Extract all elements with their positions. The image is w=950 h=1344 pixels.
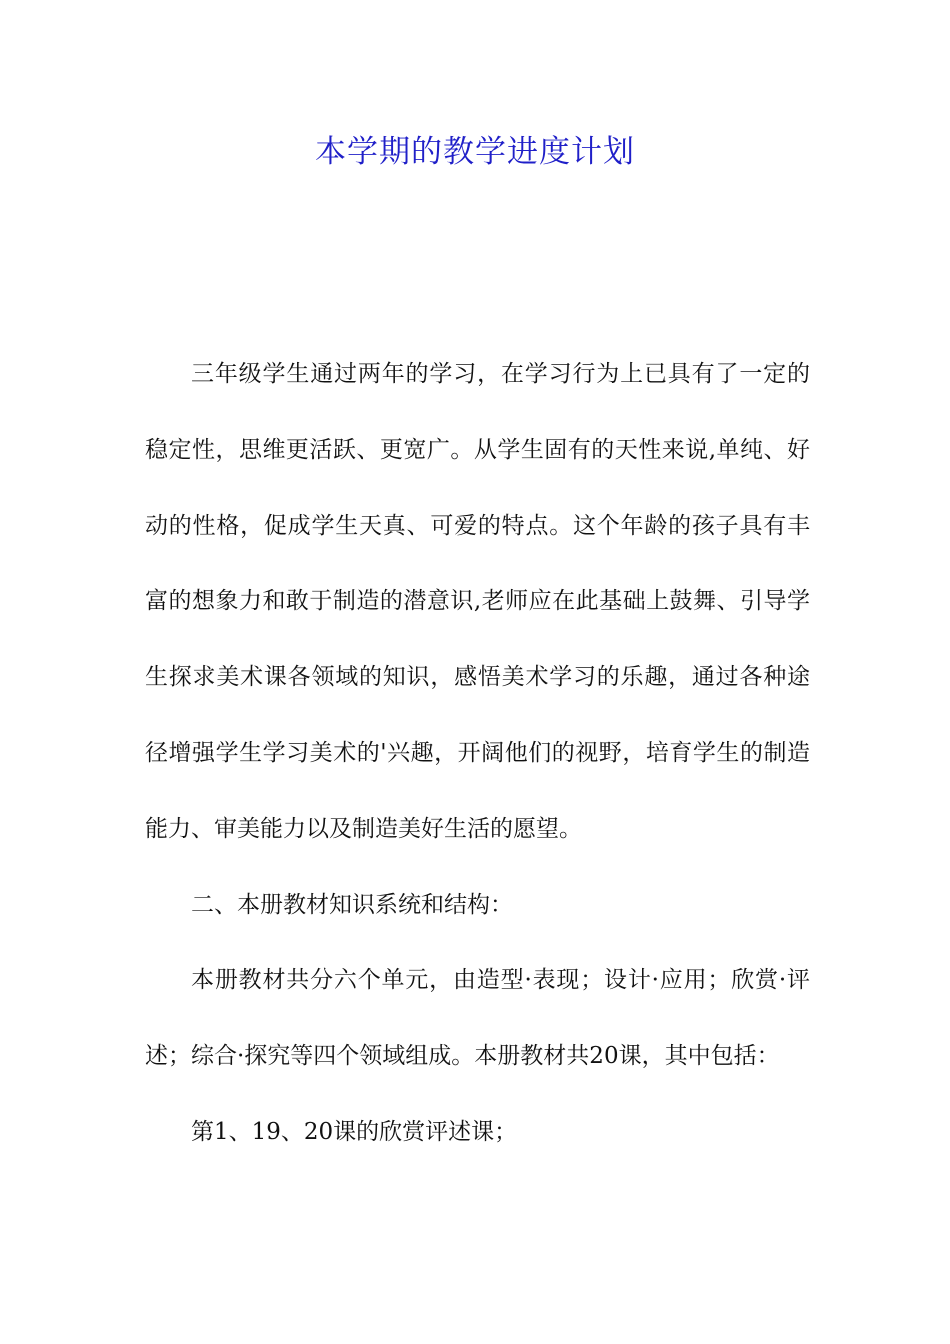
paragraph-textbook-structure: 本册教材共分六个单元，由造型·表现；设计·应用；欣赏·评述；综合·探究等四个领域组成。本册教材共20课，其中包括： (145, 967, 810, 1070)
document-body (145, 337, 810, 1171)
paragraph-section-heading: 二、本册教材知识系统和结构： (191, 891, 513, 918)
paragraph-appreciation-lessons: 第1、19、20课的欣赏评述课； (191, 1118, 518, 1145)
paragraph-student-characteristics: 三年级学生通过两年的学习，在学习行为上已具有了一定的稳定性，思维更活跃、更宽广。从学生固有的天性来说,单纯、好动的性格，促成学生天真、可爱的特点。这个年龄的孩子具有丰富的想象力和敢于制造的潜意识,老师应在此基础上鼓舞、引导学生探求美术课各领域的知识，感悟美术学习的乐趣，通过各种途径增强学生学习美术的'兴趣，开阔他们的视野，培育学生的制造能力、审美能力以及制造美好生活的愿望。 (145, 361, 810, 842)
document-title: 本学期的教学进度计划 (315, 134, 635, 170)
